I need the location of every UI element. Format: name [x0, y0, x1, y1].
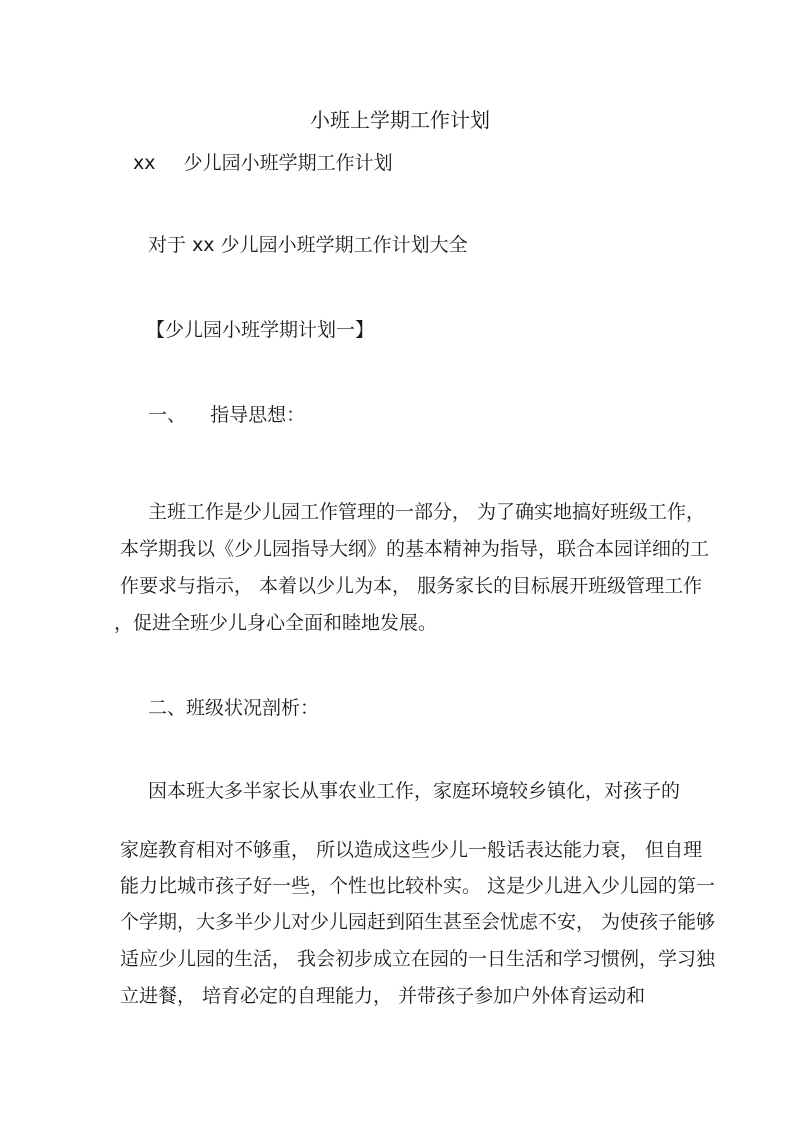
heading-1-text: 指导思想：: [210, 404, 306, 426]
subtitle-text: 少儿园小班学期工作计划: [183, 152, 393, 174]
para2-line-1: 因本班大多半家长从事农业工作，家庭环境较乡镇化，对孩子的: [148, 780, 681, 802]
intro-prefix: 对于: [148, 234, 187, 256]
para2-line-3: 能力比城市孩子好一些，个性也比较朴实。 这是少儿进入少儿园的第一: [120, 875, 716, 897]
subtitle-line: [133, 151, 393, 175]
para1-line-1: 主班工作是少儿园工作管理的一部分， 为了确实地搞好班级工作，: [148, 501, 706, 523]
para1-line-4: ，促进全班少儿身心全面和睦地发展。: [114, 612, 438, 634]
intro-xx: xx: [192, 234, 215, 256]
para2-line-5: 适应少儿园的生活， 我会初步成立在园的一日生活和学习惯例，学习独: [120, 948, 716, 970]
para1-line-3: 作要求与指示， 本着以少儿为本， 服务家长的目标展开班级管理工作: [120, 575, 703, 597]
heading-1: [148, 403, 305, 427]
intro-text: 少儿园小班学期工作计划大全: [220, 234, 468, 256]
document-title: 小班上学期工作计划: [310, 108, 490, 132]
section-bracket-heading: 【少儿园小班学期计划一】: [146, 319, 375, 341]
heading-2: 二、班级状况剖析：: [148, 697, 320, 719]
intro-line: [148, 233, 468, 257]
subtitle-prefix: xx: [133, 152, 156, 174]
para2-line-2: 家庭教育相对不够重， 所以造成这些少儿一般话表达能力衰， 但自理: [120, 839, 703, 861]
heading-1-number: 一、: [148, 404, 187, 426]
para2-line-4: 个学期，大多半少儿对少儿园赶到陌生甚至会忧虑不安， 为使孩子能够: [120, 911, 716, 933]
para1-line-2: 本学期我以《少儿园指导大纲》的基本精神为指导，联合本园详细的工: [120, 538, 710, 560]
para2-line-6: 立进餐， 培育必定的自理能力， 并带孩子参加户外体育运动和: [120, 985, 646, 1007]
